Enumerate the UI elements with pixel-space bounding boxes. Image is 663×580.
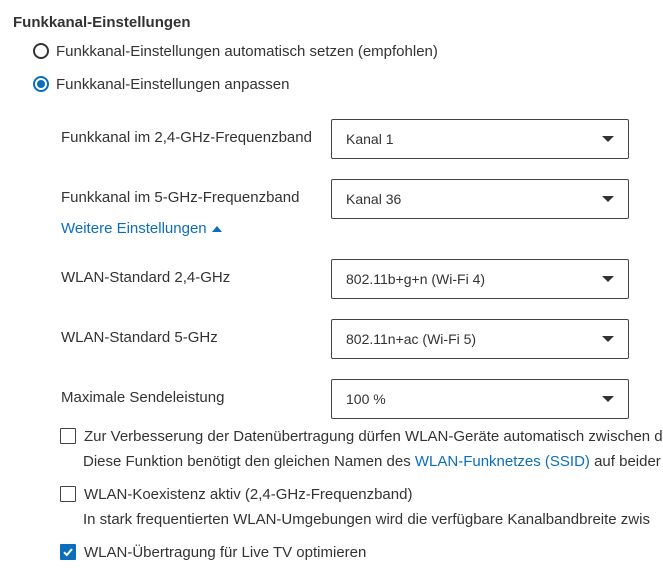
checkmark-icon: [62, 546, 74, 558]
chevron-up-icon: [212, 226, 222, 232]
radio-auto[interactable]: [33, 40, 438, 62]
channel-5-value: Kanal 36: [346, 191, 402, 207]
auto-switch-description: [83, 453, 661, 470]
more-settings-label: Weitere Einstellungen: [61, 220, 207, 237]
channel-24-value: Kanal 1: [346, 131, 394, 147]
channel-24-label: Funkkanal im 2,4-GHz-Frequenzband: [61, 129, 312, 146]
radio-custom[interactable]: [33, 73, 290, 95]
power-value: 100 %: [346, 391, 386, 407]
standard-5-value: 802.11n+ac (Wi-Fi 5): [346, 331, 477, 347]
standard-24-select[interactable]: [331, 259, 629, 299]
auto-switch-option: [60, 426, 663, 446]
coexistence-option: [60, 484, 412, 504]
live-tv-option: [60, 542, 366, 562]
coexistence-description: In stark frequentierten WLAN-Umgebungen wird die verfügbare Kanalbandbreite zwis: [83, 511, 650, 528]
coexistence-checkbox[interactable]: [60, 486, 76, 502]
standard-5-select[interactable]: [331, 319, 629, 359]
radio-auto-button[interactable]: [33, 43, 49, 59]
auto-switch-desc-after: auf beider: [589, 453, 661, 470]
coexistence-label: WLAN-Koexistenz aktiv (2,4-GHz-Frequenzband): [84, 485, 413, 503]
ssid-link[interactable]: WLAN-Funknetzes (SSID): [414, 453, 590, 470]
standard-5-label: WLAN-Standard 5-GHz: [61, 329, 218, 346]
chevron-down-icon: [602, 336, 614, 342]
radio-custom-button[interactable]: [33, 76, 49, 92]
live-tv-checkbox[interactable]: [60, 544, 76, 560]
auto-switch-desc-before: Diese Funktion benötigt den gleichen Namen des: [83, 453, 415, 470]
power-select[interactable]: [331, 379, 629, 419]
channel-5-label: Funkkanal im 5-GHz-Frequenzband: [61, 189, 300, 206]
power-label: Maximale Sendeleistung: [61, 389, 225, 406]
chevron-down-icon: [602, 196, 614, 202]
chevron-down-icon: [602, 276, 614, 282]
radio-selected-dot: [37, 80, 45, 88]
channel-24-select[interactable]: [331, 119, 629, 159]
auto-switch-checkbox[interactable]: [60, 428, 76, 444]
live-tv-label: WLAN-Übertragung für Live TV optimieren: [84, 543, 367, 561]
radio-custom-label: Funkkanal-Einstellungen anpassen: [56, 75, 290, 93]
section-title: Funkkanal-Einstellungen: [13, 14, 191, 31]
more-settings-link[interactable]: [61, 220, 222, 237]
auto-switch-label: Zur Verbesserung der Datenübertragung dürfen WLAN-Geräte automatisch zwischen d: [84, 427, 663, 445]
standard-24-value: 802.11b+g+n (Wi-Fi 4): [346, 271, 486, 287]
standard-24-label: WLAN-Standard 2,4-GHz: [61, 269, 231, 286]
radio-auto-label: Funkkanal-Einstellungen automatisch setzen (empfohlen): [56, 42, 438, 60]
chevron-down-icon: [602, 136, 614, 142]
channel-5-select[interactable]: [331, 179, 629, 219]
chevron-down-icon: [602, 396, 614, 402]
